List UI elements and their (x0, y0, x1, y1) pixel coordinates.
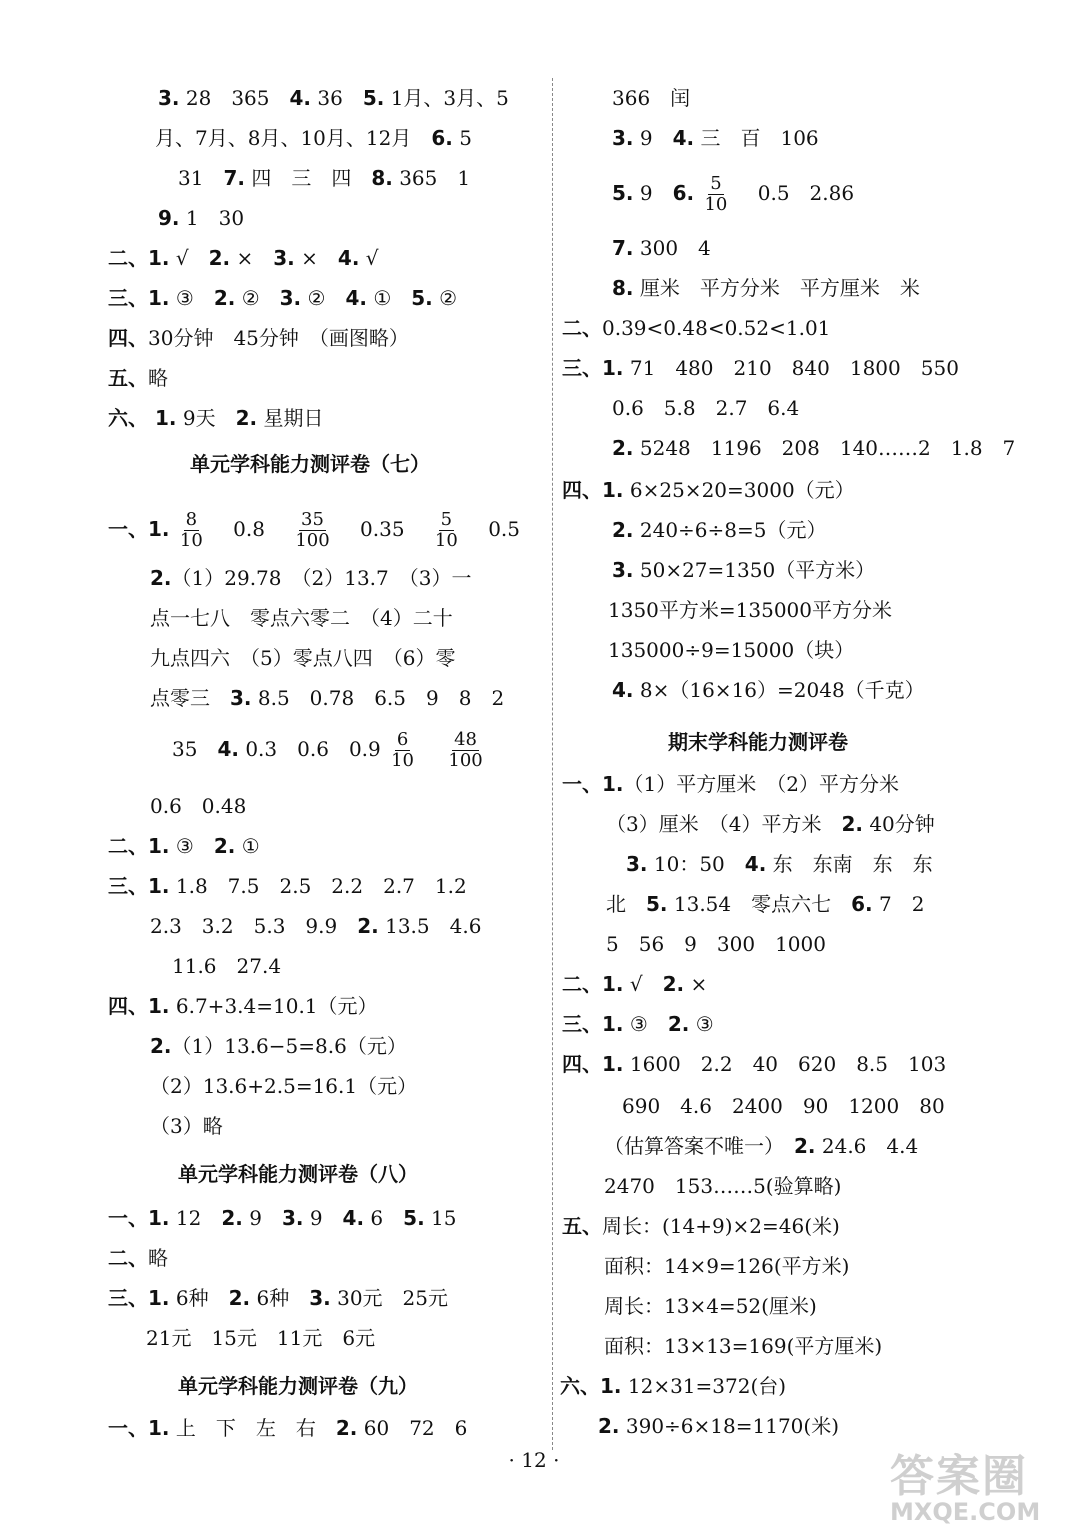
answer-line: 面积：13×13=169(平方厘米) (604, 1334, 883, 1358)
answer-line: 8. 厘米 平方分米 平方厘米 米 (612, 276, 920, 300)
answer-line: 一、1. 上 下 左 右 2. 60 72 6 (108, 1416, 468, 1440)
answer-line: 四、1. 6.7+3.4=10.1（元） (108, 994, 378, 1018)
fraction: $\frac{8}{10}$ (179, 509, 203, 551)
answer-line: 三、1. ③ 2. ② 3. ② 4. ① 5. ② (108, 286, 458, 310)
answer-line: 一、1. $\frac{8}{10}$ 0.8 $\frac{35}{100}$ 0.35 $\frac{5}{10}$ 0.5 (108, 509, 520, 551)
answer-line: 366 闰 (612, 86, 691, 110)
answer-line: 2.（1）13.6−5=8.6（元） (150, 1034, 407, 1058)
watermark-text: 答案圈 (890, 1451, 1028, 1502)
answer-line: 六、 1. 9天 2. 星期日 (108, 406, 324, 430)
answer-line: 21元 15元 11元 6元 (146, 1326, 376, 1350)
answer-line: 三、1. 6种 2. 6种 3. 30元 25元 (108, 1286, 448, 1310)
watermark-url: MXQE.COM (890, 1498, 1041, 1526)
section-heading: 单元学科能力测评卷（九） (178, 1374, 418, 1398)
answer-line: 四、1. 1600 2.2 40 620 8.5 103 (562, 1052, 947, 1076)
answer-line: 0.6 5.8 2.7 6.4 (612, 396, 800, 420)
answer-line: 9. 1 30 (158, 206, 245, 230)
answer-line: 一、1. 12 2. 9 3. 9 4. 6 5. 15 (108, 1206, 457, 1230)
answer-line: 5 56 9 300 1000 (606, 932, 826, 956)
page-number: · 12 · (508, 1448, 560, 1472)
answer-line: （2）13.6+2.5=16.1（元） (150, 1074, 418, 1098)
answer-line: 3. 28 365 4. 36 5. 1月、3月、5 (158, 86, 509, 110)
answer-line: 3. 50×27=1350（平方米） (612, 558, 876, 582)
answer-line: （估算答案不唯一） 2. 24.6 4.4 (604, 1134, 919, 1158)
fraction: $\frac{48}{100}$ (448, 729, 483, 771)
answer-line: 二、略 (108, 1246, 168, 1270)
answer-line: 2470 153……5(验算略) (604, 1174, 842, 1198)
answer-line: 点零三 3. 8.5 0.78 6.5 9 8 2 (150, 686, 505, 710)
fraction: $\frac{35}{100}$ (295, 509, 330, 551)
answer-line: 二、1. ③ 2. ① (108, 834, 260, 858)
answer-line: 六、1. 12×31=372(台) (560, 1374, 787, 1398)
answer-line: 二、1. √ 2. × (562, 972, 708, 996)
answer-line: 九点四六 （5）零点八四 （6）零 (150, 646, 456, 670)
fraction: $\frac{5}{10}$ (704, 173, 728, 215)
answer-line: 月、7月、8月、10月、12月 6. 5 (155, 126, 472, 150)
answer-line: 五、略 (108, 366, 168, 390)
answer-line: 2.3 3.2 5.3 9.9 2. 13.5 4.6 (150, 914, 482, 938)
fraction: $\frac{5}{10}$ (434, 509, 458, 551)
answer-line: 4. 8×（16×16）=2048（千克） (612, 678, 925, 702)
answer-line: 7. 300 4 (612, 236, 711, 260)
answer-line: （3）厘米 （4）平方米 2. 40分钟 (606, 812, 935, 836)
watermark-logo (890, 1440, 1060, 1530)
answer-line: 3. 10：50 4. 东 东南 东 东 (626, 852, 933, 876)
answer-line: 135000÷9=15000（块） (608, 638, 855, 662)
answer-line: 11.6 27.4 (172, 954, 282, 978)
answer-line: 690 4.6 2400 90 1200 80 (622, 1094, 945, 1118)
answer-line: 二、0.39<0.48<0.52<1.01 (562, 316, 831, 340)
answer-line: 1350平方米=135000平方分米 (608, 598, 893, 622)
answer-line: （3）略 (150, 1114, 223, 1138)
section-heading: 单元学科能力测评卷（八） (178, 1162, 418, 1186)
answer-line: 0.6 0.48 (150, 794, 247, 818)
answer-line: 2. 5248 1196 208 140……2 1.8 7 (612, 436, 1016, 460)
answer-line: 二、1. √ 2. × 3. × 4. √ (108, 246, 379, 270)
answer-line: 四、1. 6×25×20=3000（元） (562, 478, 855, 502)
answer-line: 三、1. 71 480 210 840 1800 550 (562, 356, 959, 380)
fraction: $\frac{6}{10}$ (391, 729, 415, 771)
answer-line: 31 7. 四 三 四 8. 365 1 (178, 166, 471, 190)
answer-line: 点一七八 零点六零二 （4）二十 (150, 606, 453, 630)
answer-line: 三、1. 1.8 7.5 2.5 2.2 2.7 1.2 (108, 874, 467, 898)
answer-line: 2. 240÷6÷8=5（元） (612, 518, 827, 542)
column-divider (552, 78, 553, 1450)
answer-line: 3. 9 4. 三 百 106 (612, 126, 819, 150)
answer-line: 35 4. 0.3 0.6 0.9 $\frac{6}{10}$ $\frac{48}{100}$ (172, 729, 483, 771)
answer-line: 四、30分钟 45分钟 （画图略） (108, 326, 409, 350)
answer-line: 五、周长：(14+9)×2=46(米) (562, 1214, 840, 1238)
answer-line: 三、1. ③ 2. ③ (562, 1012, 714, 1036)
section-heading: 单元学科能力测评卷（七） (190, 452, 430, 476)
answer-line: 周长：13×4=52(厘米) (604, 1294, 817, 1318)
answer-line: 北 5. 13.54 零点六七 6. 7 2 (606, 892, 925, 916)
answer-line: 5. 9 6. $\frac{5}{10}$ 0.5 2.86 (612, 173, 855, 215)
answer-line: 一、1.（1）平方厘米 （2）平方分米 (562, 772, 899, 796)
answer-line: 2. 390÷6×18=1170(米) (598, 1414, 839, 1438)
answer-line: 2.（1）29.78 （2）13.7 （3）一 (150, 566, 472, 590)
answer-line: 面积：14×9=126(平方米) (604, 1254, 850, 1278)
section-heading: 期末学科能力测评卷 (668, 730, 848, 754)
